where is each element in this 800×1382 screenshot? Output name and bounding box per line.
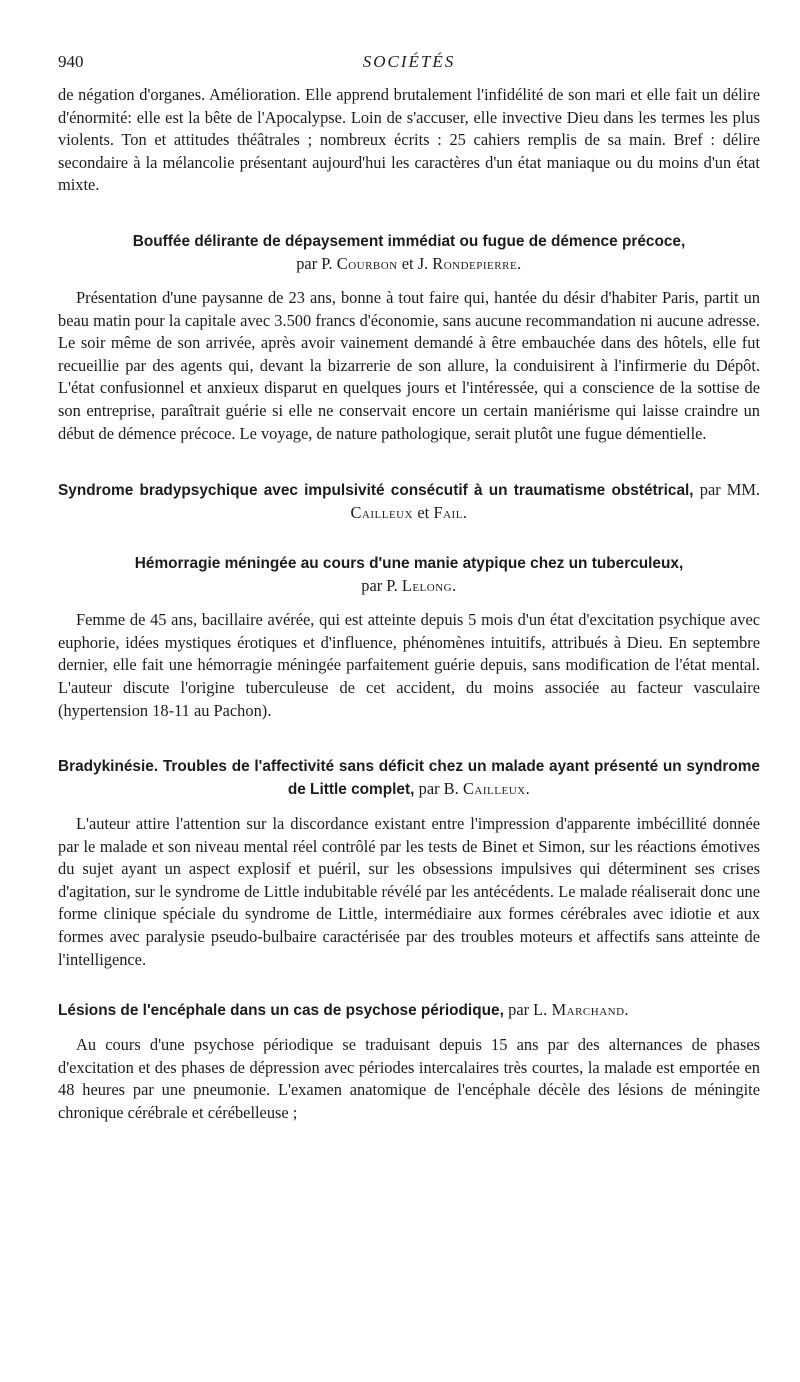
page-header (58, 44, 760, 84)
section-title: Bouffée délirante de dépaysement immédiat ou fugue de démence précoce, (132, 232, 686, 250)
running-title: SOCIÉTÉS (362, 52, 456, 71)
author-name: Marchand. (551, 1000, 630, 1020)
byline-prefix: par P. (296, 253, 333, 273)
section-byline (58, 253, 760, 275)
section-hemorragie-meningee (58, 553, 760, 722)
byline-prefix: par B. (418, 779, 459, 799)
section-body: Présentation d'une paysanne de 23 ans, bonne à tout faire qui, hantée du désir d'habiter Paris, partit un beau matin pour la capitale avec 3.500 francs d'économie, sans aucune recommandation ni aucune adresse. Le soir même de son arrivée, après avoir vainement demandé à être embauchée dans des hôtels, elle fut recueillie par des agents qui, devant la bizarrerie de son allure, la conduisirent à l'infirmerie du Dépôt. L'état confusionnel et anxieux disparut en quelques jours et l'intéressée, qui a conscience de la sottise de son entreprise, paraîtrait guérie si elle ne conservait encore un certain maniérisme qui laisse craindre un début de démence précoce. Le voyage, de nature pathologique, serait plutôt une fugue démentielle. (58, 287, 760, 443)
section-title (58, 999, 760, 1022)
author-name: Fail. (433, 503, 468, 523)
byline-prefix: par L. (508, 1000, 548, 1020)
author-name: Courbon (336, 253, 398, 273)
section-title-text: Lésions de l'encéphale dans un cas de psychose périodique, (58, 1002, 504, 1020)
page-number: 940 (58, 52, 84, 71)
section-bouffee-delirante (58, 231, 760, 445)
page (58, 44, 760, 1125)
author-name: Cailleux. (463, 779, 531, 799)
section-bradykinesie (58, 756, 760, 971)
section-body: L'auteur attire l'attention sur la discordance existant entre l'impression d'apparente imbécillité donnée par le malade et son niveau mental réel contrôlé par les tests de Binet et Simon, sur les réactions émotives du sujet ayant un aspect explosif et puéril, sur les obsessions impulsives qui déterminent ses crises d'agitation, sur le syndrome de Little indubitable révélé par les antécédents. Le malade réaliserait donc une forme clinique spéciale du syndrome de Little, intermédiaire aux formes cérébrales avec idiotie et aux formes avec paralysie pseudo-bulbaire caractérisée par des troubles moteurs et affectifs sans atteinte de l'intelligence. (58, 814, 760, 969)
section-title (58, 479, 760, 525)
section-title-text: Syndrome bradypsychique avec impulsivité consécutif à un traumatisme obstétrical, (58, 482, 694, 500)
section-lesions-encephale (58, 999, 760, 1124)
byline-conjunction: et J. (401, 253, 429, 273)
byline-conjunction: et (417, 503, 430, 523)
section-title: Hémorragie méningée au cours d'une manie atypique chez un tuberculeux, (134, 555, 684, 573)
section-syndrome-bradypsychique (58, 479, 760, 525)
byline-prefix: par P. (361, 576, 398, 596)
author-name: Cailleux (350, 503, 414, 523)
author-name: Rondepierre. (432, 253, 522, 273)
byline-prefix: par MM. (699, 480, 760, 500)
section-byline (58, 575, 760, 597)
author-name: Lelong. (401, 576, 457, 596)
continuation-paragraph: de négation d'organes. Amélioration. Elle apprend brutalement l'infidélité de son mari et elle fait un délire d'énormité: elle est la bête de l'Apocalypse. Loin de s'accuser, elle invective Dieu dans les termes les plus violents. Ton et attitudes théâtrales ; nombreux écrits : 25 cahiers remplis de sa main. Bref : délire secondaire à la mélancolie présentant aujourd'hui les caractères d'un état maniaque ou du moins d'un état mixte. (58, 85, 760, 195)
section-title-text: Bradykinésie. Troubles de l'affectivité sans déficit chez un malade ayant présenté un syndrome de Little complet, (58, 758, 760, 799)
section-body: Au cours d'une psychose périodique se traduisant depuis 15 ans par des alternances de phases d'excitation et des phases de dépression avec périodes intercalaires très courtes, la malade est emportée en 48 heures par une pneumonie. L'examen anatomique de l'encéphale décèle des lésions de méningite chronique cérébrale et cérébelleuse ; (58, 1035, 760, 1123)
section-title (58, 756, 760, 801)
section-body: Femme de 45 ans, bacillaire avérée, qui est atteinte depuis 5 mois d'un état d'excitation psychique avec euphorie, idées mystiques érotiques et d'influence, phénomènes intuitifs, attribués à Dieu. En septembre dernier, elle fait une hémorragie méningée parfaitement guérie depuis, sans modification de l'état mental. L'auteur discute l'origine tuberculeuse de cet accident, du moins associée au facteur vasculaire (hypertension 18-11 au Pachon). (58, 610, 760, 720)
